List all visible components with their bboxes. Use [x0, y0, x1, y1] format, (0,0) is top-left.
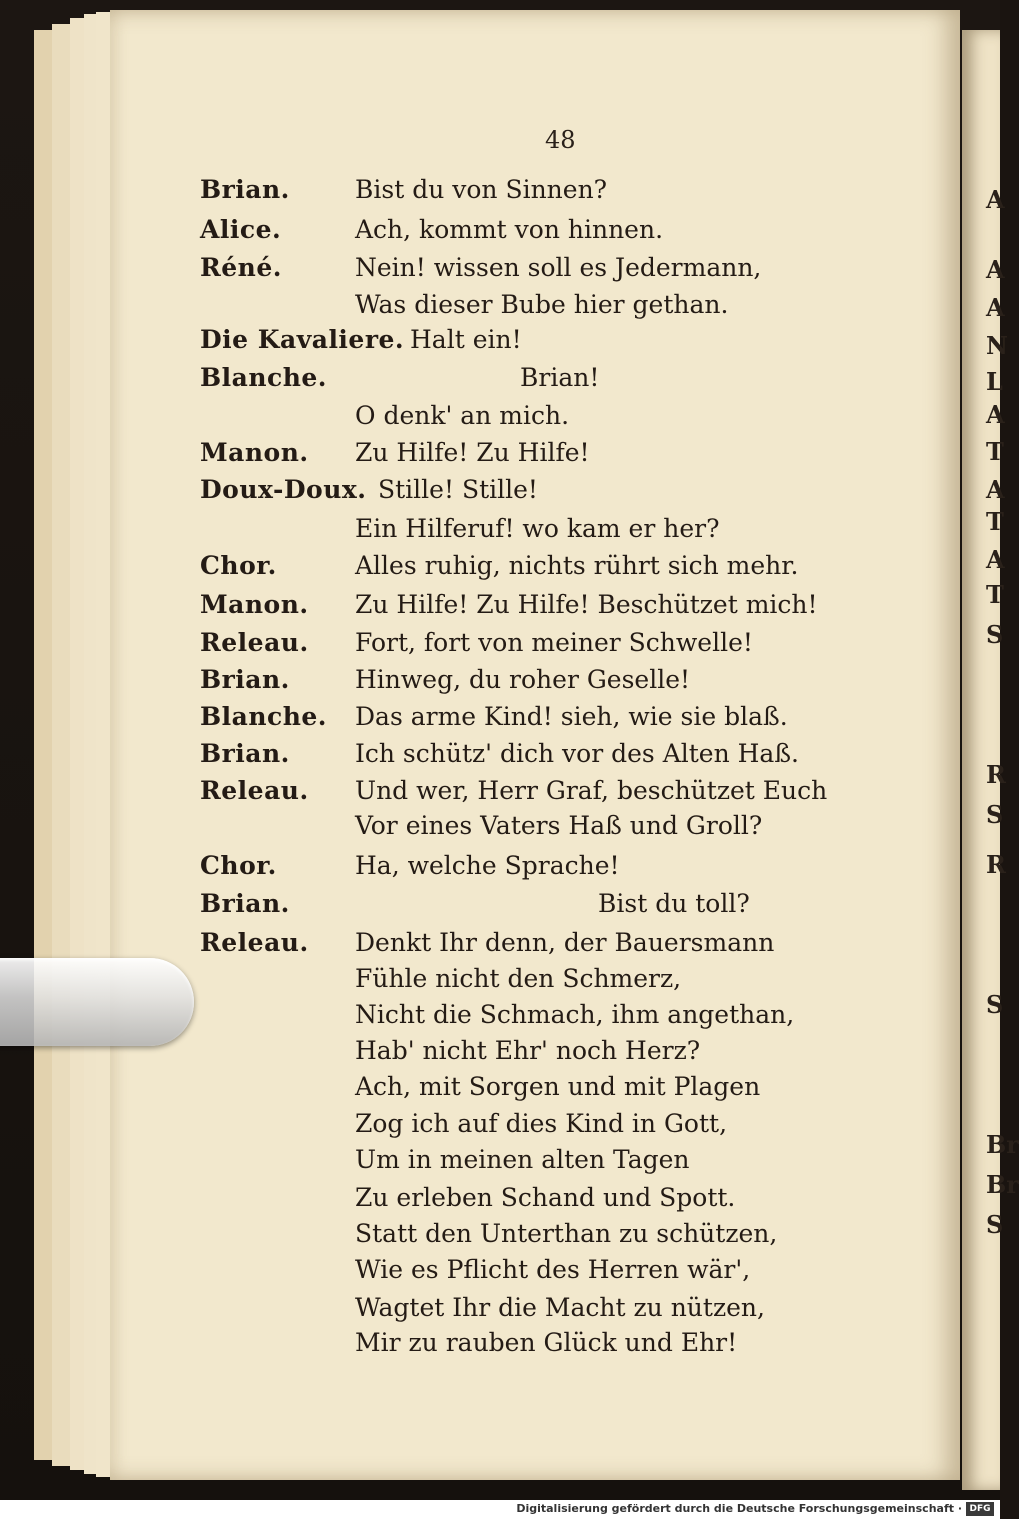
speaker-name: Brian.	[200, 739, 290, 768]
speaker-name: Releau.	[200, 628, 309, 657]
verse-line: Zu Hilfe! Zu Hilfe!	[355, 438, 590, 467]
page-number: 48	[545, 126, 576, 154]
speaker-name: Doux-Doux.	[200, 475, 367, 504]
verse-line: O denk' an mich.	[355, 401, 570, 430]
verse-line: Wie es Pflicht des Herren wär',	[355, 1255, 751, 1284]
facing-page-letter: Br	[986, 1130, 1019, 1159]
funding-notice: Digitalisierung gefördert durch die Deutsche Forschungsgemeinschaft ·	[516, 1502, 962, 1515]
speaker-name: Chor.	[200, 851, 277, 880]
verse-line: Stille! Stille!	[378, 475, 538, 504]
speaker-name: Manon.	[200, 438, 309, 467]
verse-line: Ein Hilferuf! wo kam er her?	[355, 514, 720, 543]
facing-page-letter: A	[986, 185, 1005, 214]
verse-line: Fühle nicht den Schmerz,	[355, 964, 682, 993]
speaker-name: Brian.	[200, 889, 290, 918]
facing-page-letter: T	[986, 580, 1004, 609]
facing-page-letter: S	[986, 990, 1004, 1019]
verse-line: Was dieser Bube hier gethan.	[355, 290, 729, 319]
facing-page-letter: T	[986, 507, 1004, 536]
verse-line: Und wer, Herr Graf, beschützet Euch	[355, 776, 828, 805]
dfg-logo: DFG	[966, 1502, 994, 1516]
facing-page-letter: T	[986, 437, 1004, 466]
facing-page-letter: S	[986, 620, 1004, 649]
speaker-name: Releau.	[200, 776, 309, 805]
verse-line: Wagtet Ihr die Macht zu nützen,	[355, 1293, 765, 1322]
verse-line: Nein! wissen soll es Jedermann,	[355, 253, 762, 282]
facing-page-letter: A	[986, 255, 1005, 284]
speaker-name: Brian.	[200, 175, 290, 204]
speaker-name: Blanche.	[200, 702, 328, 731]
verse-line: Fort, fort von meiner Schwelle!	[355, 628, 753, 657]
speaker-name: Manon.	[200, 590, 309, 619]
facing-page-letter: A	[986, 545, 1005, 574]
verse-line: Bist du von Sinnen?	[355, 175, 608, 204]
verse-line: Ich schütz' dich vor des Alten Haß.	[355, 739, 799, 768]
verse-line: Das arme Kind! sieh, wie sie blaß.	[355, 702, 788, 731]
verse-line: Halt ein!	[410, 325, 522, 354]
verse-line: Mir zu rauben Glück und Ehr!	[355, 1328, 738, 1357]
verse-line: Alles ruhig, nichts rührt sich mehr.	[355, 551, 799, 580]
facing-page-letter: A	[986, 400, 1005, 429]
speaker-name: Réné.	[200, 253, 282, 282]
speaker-name: Blanche.	[200, 363, 328, 392]
speaker-name: Alice.	[200, 215, 282, 244]
verse-line: Ach, mit Sorgen und mit Plagen	[355, 1072, 761, 1101]
verse-line: Hinweg, du roher Geselle!	[355, 665, 691, 694]
footer-bar	[0, 1500, 1000, 1519]
speaker-name: Brian.	[200, 665, 290, 694]
verse-line: Um in meinen alten Tagen	[355, 1145, 690, 1174]
verse-line: Ha, welche Sprache!	[355, 851, 620, 880]
facing-page-letter: N	[986, 331, 1008, 360]
verse-line: Hab' nicht Ehr' noch Herz?	[355, 1036, 701, 1065]
facing-page-letter: A	[986, 475, 1005, 504]
verse-line: Zu erleben Schand und Spott.	[355, 1183, 736, 1212]
verse-line: Ach, kommt von hinnen.	[355, 215, 664, 244]
verse-line: Statt den Unterthan zu schützen,	[355, 1219, 778, 1248]
speaker-name: Die Kavaliere.	[200, 325, 405, 354]
verse-line: Bist du toll?	[598, 889, 750, 918]
speaker-name: Chor.	[200, 551, 277, 580]
verse-line: Nicht die Schmach, ihm angethan,	[355, 1000, 795, 1029]
verse-line: Brian!	[520, 363, 600, 392]
facing-page-letter: S	[986, 800, 1004, 829]
facing-page-letter: S	[986, 1210, 1004, 1239]
facing-page-letter: R	[986, 850, 1006, 879]
verse-line: Zu Hilfe! Zu Hilfe! Beschützet mich!	[355, 590, 818, 619]
facing-page-letter: Br	[986, 1170, 1019, 1199]
speaker-name: Releau.	[200, 928, 309, 957]
verse-line: Vor eines Vaters Haß und Groll?	[355, 811, 763, 840]
facing-page-letter: L	[986, 367, 1003, 396]
glass-page-clamp	[0, 958, 194, 1046]
facing-page-letter: A	[986, 293, 1005, 322]
facing-page-letter: R	[986, 760, 1006, 789]
verse-line: Zog ich auf dies Kind in Gott,	[355, 1109, 728, 1138]
verse-line: Denkt Ihr denn, der Bauersmann	[355, 928, 775, 957]
